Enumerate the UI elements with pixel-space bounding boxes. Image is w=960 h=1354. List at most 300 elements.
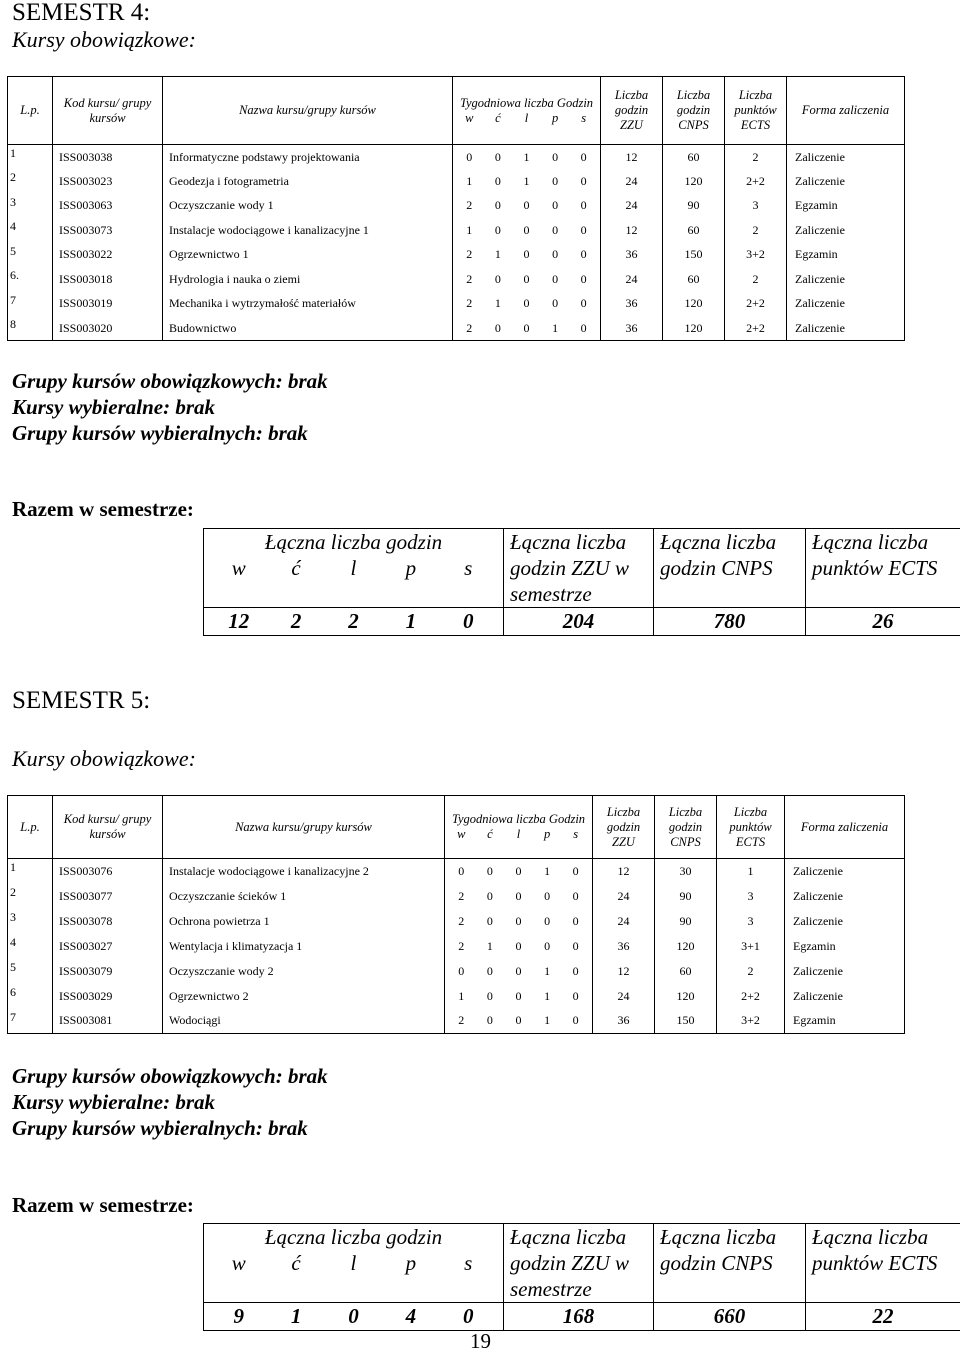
row-lp: 5 <box>8 243 53 268</box>
row-hour-value: 0 <box>484 272 513 287</box>
row-lp: 2 <box>8 169 53 194</box>
row-hour-value: 1 <box>484 247 513 262</box>
row-hour-value: 0 <box>504 964 533 979</box>
row-code: ISS003076 <box>53 859 163 884</box>
row-hour-value: 0 <box>504 989 533 1004</box>
semester5-title: SEMESTR 5: <box>12 687 150 715</box>
row-hour-value: 0 <box>484 321 513 336</box>
row-hour-value: 1 <box>447 989 476 1004</box>
row-hour-value: 0 <box>512 247 541 262</box>
summary-hour-value: 4 <box>382 1303 439 1329</box>
row-lp: 7 <box>8 1009 53 1034</box>
hours-letter: p <box>382 555 439 581</box>
row-hour-value: 2 <box>455 296 484 311</box>
hours-letter: p <box>382 1250 439 1276</box>
row-hours <box>445 859 593 884</box>
row-hour-value: 0 <box>504 864 533 879</box>
table-header-row <box>8 796 905 859</box>
row-ects: 1 <box>717 859 785 884</box>
row-name: Geodezja i fotogrametria <box>163 169 453 194</box>
hours-letter: w <box>210 1250 267 1276</box>
row-cnps: 90 <box>655 884 717 909</box>
row-name: Oczyszczanie wody 1 <box>163 194 453 219</box>
row-zzu: 36 <box>593 934 655 959</box>
hours-letter: s <box>569 111 598 126</box>
row-lp: 6 <box>8 984 53 1009</box>
row-hour-value: 0 <box>533 939 562 954</box>
header-form: Forma zaliczenia <box>785 796 905 859</box>
row-zzu: 12 <box>601 218 663 243</box>
row-hour-value: 0 <box>512 198 541 213</box>
row-ects: 2+2 <box>725 292 787 317</box>
page-number: 19 <box>470 1329 491 1354</box>
row-form: Zaliczenie <box>787 218 905 243</box>
row-hour-value: 0 <box>561 989 590 1004</box>
row-zzu: 12 <box>593 859 655 884</box>
row-hour-value: 1 <box>533 864 562 879</box>
row-code: ISS003078 <box>53 909 163 934</box>
row-lp: 7 <box>8 292 53 317</box>
row-hours <box>445 909 593 934</box>
header-hours-letters <box>455 111 598 126</box>
row-cnps: 30 <box>655 859 717 884</box>
row-hour-value: 2 <box>455 198 484 213</box>
header-weekly-label: Tygodniowa liczba Godzin <box>447 812 590 827</box>
row-hour-value: 2 <box>447 1013 476 1028</box>
summary-ects-header: Łączna liczba punktów ECTS <box>806 1224 960 1303</box>
row-zzu: 36 <box>601 316 663 341</box>
table-row <box>8 934 905 959</box>
row-cnps: 120 <box>663 316 725 341</box>
table-row <box>8 218 905 243</box>
header-name: Nazwa kursu/grupy kursów <box>163 77 453 145</box>
row-zzu: 24 <box>593 984 655 1009</box>
row-form: Egzamin <box>785 934 905 959</box>
table-row <box>8 316 905 341</box>
semester5-razem-heading: Razem w semestrze: <box>12 1192 194 1218</box>
row-hour-value: 0 <box>541 272 570 287</box>
row-hour-value: 0 <box>476 914 505 929</box>
hours-letter: s <box>561 827 590 842</box>
summary-ects-value: 22 <box>806 1303 960 1331</box>
row-ects: 3+1 <box>717 934 785 959</box>
row-cnps: 150 <box>655 1009 717 1034</box>
hours-letter: ć <box>267 555 324 581</box>
hours-letter: l <box>512 111 541 126</box>
semester4-title: SEMESTR 4: <box>12 0 150 27</box>
summary-hours-header <box>204 1224 504 1303</box>
row-hour-value: 0 <box>533 889 562 904</box>
row-hour-value: 0 <box>484 198 513 213</box>
row-hours <box>453 145 601 170</box>
table-row <box>8 984 905 1009</box>
row-hours <box>453 243 601 268</box>
summary-cnps-value: 660 <box>654 1303 806 1331</box>
row-hour-value: 0 <box>541 223 570 238</box>
table-row <box>8 145 905 170</box>
row-code: ISS003077 <box>53 884 163 909</box>
row-hour-value: 0 <box>504 914 533 929</box>
note-elective-groups: Grupy kursów wybieralnych: brak <box>12 420 328 446</box>
row-ects: 2 <box>725 218 787 243</box>
table-row <box>8 194 905 219</box>
row-hour-value: 0 <box>569 174 598 189</box>
row-hour-value: 0 <box>504 939 533 954</box>
hours-letter: s <box>440 555 497 581</box>
summary-hours-letters <box>204 555 503 581</box>
row-zzu: 36 <box>601 292 663 317</box>
hours-letter: ć <box>267 1250 324 1276</box>
summary-hours-letters <box>204 1250 503 1276</box>
row-cnps: 120 <box>655 934 717 959</box>
row-zzu: 24 <box>601 194 663 219</box>
row-ects: 2+2 <box>725 316 787 341</box>
row-hour-value: 1 <box>484 296 513 311</box>
hours-letter: ć <box>484 111 513 126</box>
semester4-notes <box>12 368 328 446</box>
row-hour-value: 0 <box>541 150 570 165</box>
semester5-mandatory-heading: Kursy obowiązkowe: <box>12 746 196 772</box>
table-row <box>8 243 905 268</box>
row-cnps: 60 <box>663 218 725 243</box>
row-form: Zaliczenie <box>787 316 905 341</box>
row-hour-value: 0 <box>476 989 505 1004</box>
summary-hour-value: 0 <box>325 1303 382 1329</box>
row-form: Egzamin <box>787 243 905 268</box>
row-name: Mechanika i wytrzymałość materiałów <box>163 292 453 317</box>
row-zzu: 24 <box>593 884 655 909</box>
row-form: Zaliczenie <box>785 959 905 984</box>
row-hour-value: 0 <box>484 174 513 189</box>
row-hour-value: 0 <box>561 914 590 929</box>
header-weekly <box>445 796 593 859</box>
row-cnps: 90 <box>663 194 725 219</box>
row-hour-value: 1 <box>541 321 570 336</box>
summary-cnps-header: Łączna liczba godzin CNPS <box>654 529 806 608</box>
row-name: Oczyszczanie ścieków 1 <box>163 884 445 909</box>
header-name: Nazwa kursu/grupy kursów <box>163 796 445 859</box>
hours-letter: p <box>541 111 570 126</box>
row-name: Ochrona powietrza 1 <box>163 909 445 934</box>
row-code: ISS003038 <box>53 145 163 170</box>
row-ects: 3 <box>717 909 785 934</box>
note-mandatory-groups: Grupy kursów obowiązkowych: brak <box>12 368 328 394</box>
row-form: Zaliczenie <box>787 292 905 317</box>
table-row <box>8 959 905 984</box>
row-hour-value: 0 <box>476 1013 505 1028</box>
row-hour-value: 2 <box>447 914 476 929</box>
row-hour-value: 0 <box>512 272 541 287</box>
row-hour-value: 0 <box>561 864 590 879</box>
row-hour-value: 0 <box>455 150 484 165</box>
header-weekly <box>453 77 601 145</box>
row-code: ISS003029 <box>53 984 163 1009</box>
row-name: Instalacje wodociągowe i kanalizacyjne 2 <box>163 859 445 884</box>
hours-letter: w <box>447 827 476 842</box>
hours-letter: l <box>325 1250 382 1276</box>
table-row <box>8 169 905 194</box>
summary-hours-values <box>204 608 504 636</box>
row-hours <box>453 316 601 341</box>
row-hour-value: 0 <box>541 174 570 189</box>
row-name: Wodociągi <box>163 1009 445 1034</box>
summary-zzu-header: Łączna liczba godzin ZZU w semestrze <box>504 529 654 608</box>
header-lp: L.p. <box>8 796 53 859</box>
row-code: ISS003081 <box>53 1009 163 1034</box>
header-form: Forma zaliczenia <box>787 77 905 145</box>
table-row <box>8 884 905 909</box>
summary-zzu-header: Łączna liczba godzin ZZU w semestrze <box>504 1224 654 1303</box>
summary-hour-value: 12 <box>210 608 267 634</box>
row-ects: 2+2 <box>717 984 785 1009</box>
note-elective-courses: Kursy wybieralne: brak <box>12 1089 328 1115</box>
summary-ects-value: 26 <box>806 608 960 636</box>
row-code: ISS003079 <box>53 959 163 984</box>
row-hours <box>453 169 601 194</box>
note-elective-courses: Kursy wybieralne: brak <box>12 394 328 420</box>
row-hour-value: 0 <box>512 223 541 238</box>
summary-hours-values <box>204 1303 504 1331</box>
row-ects: 2 <box>717 959 785 984</box>
summary-hour-value: 1 <box>382 608 439 634</box>
row-hour-value: 0 <box>569 223 598 238</box>
row-hour-value: 0 <box>561 1013 590 1028</box>
row-cnps: 150 <box>663 243 725 268</box>
row-hour-value: 0 <box>484 150 513 165</box>
row-name: Wentylacja i klimatyzacja 1 <box>163 934 445 959</box>
row-hours <box>445 959 593 984</box>
row-form: Zaliczenie <box>785 984 905 1009</box>
table-row <box>8 909 905 934</box>
row-zzu: 12 <box>601 145 663 170</box>
row-hour-value: 0 <box>569 296 598 311</box>
header-cnps: Liczba godzin CNPS <box>663 77 725 145</box>
header-cnps: Liczba godzin CNPS <box>655 796 717 859</box>
row-zzu: 36 <box>601 243 663 268</box>
row-cnps: 120 <box>663 169 725 194</box>
semester4-summary-table <box>203 528 960 636</box>
row-ects: 3+2 <box>717 1009 785 1034</box>
note-mandatory-groups: Grupy kursów obowiązkowych: brak <box>12 1063 328 1089</box>
row-ects: 3 <box>717 884 785 909</box>
summary-hour-value: 0 <box>440 1303 497 1329</box>
row-hours <box>453 218 601 243</box>
row-hours <box>445 884 593 909</box>
row-hour-value: 0 <box>561 889 590 904</box>
row-ects: 2 <box>725 145 787 170</box>
table-row <box>8 859 905 884</box>
row-form: Zaliczenie <box>787 169 905 194</box>
row-zzu: 24 <box>601 267 663 292</box>
row-cnps: 60 <box>663 267 725 292</box>
hours-letter: l <box>504 827 533 842</box>
row-hour-value: 0 <box>541 247 570 262</box>
row-hour-value: 2 <box>455 272 484 287</box>
summary-hours-label: Łączna liczba godzin <box>204 529 503 555</box>
row-code: ISS003073 <box>53 218 163 243</box>
row-hour-value: 0 <box>561 964 590 979</box>
hours-letter: w <box>455 111 484 126</box>
row-name: Hydrologia i nauka o ziemi <box>163 267 453 292</box>
row-hour-value: 0 <box>569 321 598 336</box>
table-row <box>8 267 905 292</box>
header-code: Kod kursu/ grupy kursów <box>53 77 163 145</box>
table-row <box>8 1009 905 1034</box>
row-form: Zaliczenie <box>785 884 905 909</box>
semester4-razem-heading: Razem w semestrze: <box>12 496 194 522</box>
row-hour-value: 1 <box>512 174 541 189</box>
row-name: Ogrzewnictwo 2 <box>163 984 445 1009</box>
row-hour-value: 0 <box>512 321 541 336</box>
summary-hour-value: 1 <box>267 1303 324 1329</box>
row-code: ISS003063 <box>53 194 163 219</box>
row-form: Egzamin <box>787 194 905 219</box>
hours-letter: p <box>533 827 562 842</box>
summary-ects-header: Łączna liczba punktów ECTS <box>806 529 960 608</box>
row-ects: 2+2 <box>725 169 787 194</box>
semester5-summary-table <box>203 1223 960 1331</box>
row-hour-value: 0 <box>533 914 562 929</box>
row-code: ISS003018 <box>53 267 163 292</box>
row-name: Instalacje wodociągowe i kanalizacyjne 1 <box>163 218 453 243</box>
row-hours <box>453 194 601 219</box>
row-hour-value: 0 <box>447 964 476 979</box>
note-elective-groups: Grupy kursów wybieralnych: brak <box>12 1115 328 1141</box>
row-hours <box>453 292 601 317</box>
row-hour-value: 0 <box>569 272 598 287</box>
row-code: ISS003020 <box>53 316 163 341</box>
row-hours <box>445 1009 593 1034</box>
header-code: Kod kursu/ grupy kursów <box>53 796 163 859</box>
row-code: ISS003019 <box>53 292 163 317</box>
row-hour-value: 0 <box>476 964 505 979</box>
row-hour-value: 0 <box>561 939 590 954</box>
row-ects: 3+2 <box>725 243 787 268</box>
row-hour-value: 2 <box>447 889 476 904</box>
row-hour-value: 1 <box>455 223 484 238</box>
row-hour-value: 2 <box>455 321 484 336</box>
hours-letter: w <box>210 555 267 581</box>
row-hour-value: 0 <box>512 296 541 311</box>
table-header-row <box>8 77 905 145</box>
header-ects: Liczba punktów ECTS <box>725 77 787 145</box>
row-hour-value: 0 <box>504 1013 533 1028</box>
row-code: ISS003027 <box>53 934 163 959</box>
semester4-course-table <box>7 76 905 341</box>
row-hour-value: 0 <box>504 889 533 904</box>
table-row <box>8 292 905 317</box>
row-hour-value: 1 <box>476 939 505 954</box>
row-lp: 3 <box>8 194 53 219</box>
row-hour-value: 0 <box>541 198 570 213</box>
row-hour-value: 0 <box>476 864 505 879</box>
row-lp: 1 <box>8 859 53 884</box>
header-lp: L.p. <box>8 77 53 145</box>
hours-letter: s <box>440 1250 497 1276</box>
summary-zzu-value: 204 <box>504 608 654 636</box>
row-hour-value: 1 <box>455 174 484 189</box>
row-hour-value: 0 <box>447 864 476 879</box>
row-cnps: 60 <box>663 145 725 170</box>
row-hour-value: 0 <box>484 223 513 238</box>
row-form: Zaliczenie <box>785 859 905 884</box>
row-hour-value: 0 <box>476 889 505 904</box>
summary-hour-value: 2 <box>325 608 382 634</box>
semester5-course-table <box>7 795 905 1034</box>
header-zzu: Liczba godzin ZZU <box>593 796 655 859</box>
row-lp: 5 <box>8 959 53 984</box>
row-code: ISS003023 <box>53 169 163 194</box>
row-zzu: 12 <box>593 959 655 984</box>
row-zzu: 36 <box>593 1009 655 1034</box>
row-lp: 6. <box>8 267 53 292</box>
summary-cnps-header: Łączna liczba godzin CNPS <box>654 1224 806 1303</box>
header-weekly-label: Tygodniowa liczba Godzin <box>455 96 598 111</box>
row-hours <box>445 984 593 1009</box>
row-hour-value: 1 <box>533 964 562 979</box>
summary-hour-value: 0 <box>440 608 497 634</box>
row-lp: 4 <box>8 218 53 243</box>
row-hour-value: 1 <box>512 150 541 165</box>
row-name: Ogrzewnictwo 1 <box>163 243 453 268</box>
row-name: Oczyszczanie wody 2 <box>163 959 445 984</box>
summary-cnps-value: 780 <box>654 608 806 636</box>
summary-hours-label: Łączna liczba godzin <box>204 1224 503 1250</box>
semester4-mandatory-heading: Kursy obowiązkowe: <box>12 27 196 53</box>
row-ects: 3 <box>725 194 787 219</box>
header-zzu: Liczba godzin ZZU <box>601 77 663 145</box>
header-ects: Liczba punktów ECTS <box>717 796 785 859</box>
row-lp: 2 <box>8 884 53 909</box>
header-hours-letters <box>447 827 590 842</box>
row-hours <box>453 267 601 292</box>
row-cnps: 60 <box>655 959 717 984</box>
row-cnps: 120 <box>663 292 725 317</box>
row-name: Budownictwo <box>163 316 453 341</box>
row-cnps: 120 <box>655 984 717 1009</box>
row-name: Informatyczne podstawy projektowania <box>163 145 453 170</box>
row-cnps: 90 <box>655 909 717 934</box>
row-hour-value: 1 <box>533 989 562 1004</box>
row-form: Zaliczenie <box>785 909 905 934</box>
row-hour-value: 2 <box>455 247 484 262</box>
summary-hours-header <box>204 529 504 608</box>
row-form: Zaliczenie <box>787 267 905 292</box>
row-hour-value: 1 <box>533 1013 562 1028</box>
row-code: ISS003022 <box>53 243 163 268</box>
row-hour-value: 0 <box>569 150 598 165</box>
row-ects: 2 <box>725 267 787 292</box>
row-hours <box>445 934 593 959</box>
row-hour-value: 0 <box>569 247 598 262</box>
summary-zzu-value: 168 <box>504 1303 654 1331</box>
row-zzu: 24 <box>601 169 663 194</box>
summary-hour-value: 2 <box>267 608 324 634</box>
row-lp: 4 <box>8 934 53 959</box>
row-zzu: 24 <box>593 909 655 934</box>
hours-letter: ć <box>476 827 505 842</box>
semester5-notes <box>12 1063 328 1141</box>
row-lp: 3 <box>8 909 53 934</box>
row-hour-value: 0 <box>541 296 570 311</box>
row-hour-value: 0 <box>569 198 598 213</box>
hours-letter: l <box>325 555 382 581</box>
row-hour-value: 2 <box>447 939 476 954</box>
row-form: Egzamin <box>785 1009 905 1034</box>
summary-hour-value: 9 <box>210 1303 267 1329</box>
row-form: Zaliczenie <box>787 145 905 170</box>
row-lp: 8 <box>8 316 53 341</box>
